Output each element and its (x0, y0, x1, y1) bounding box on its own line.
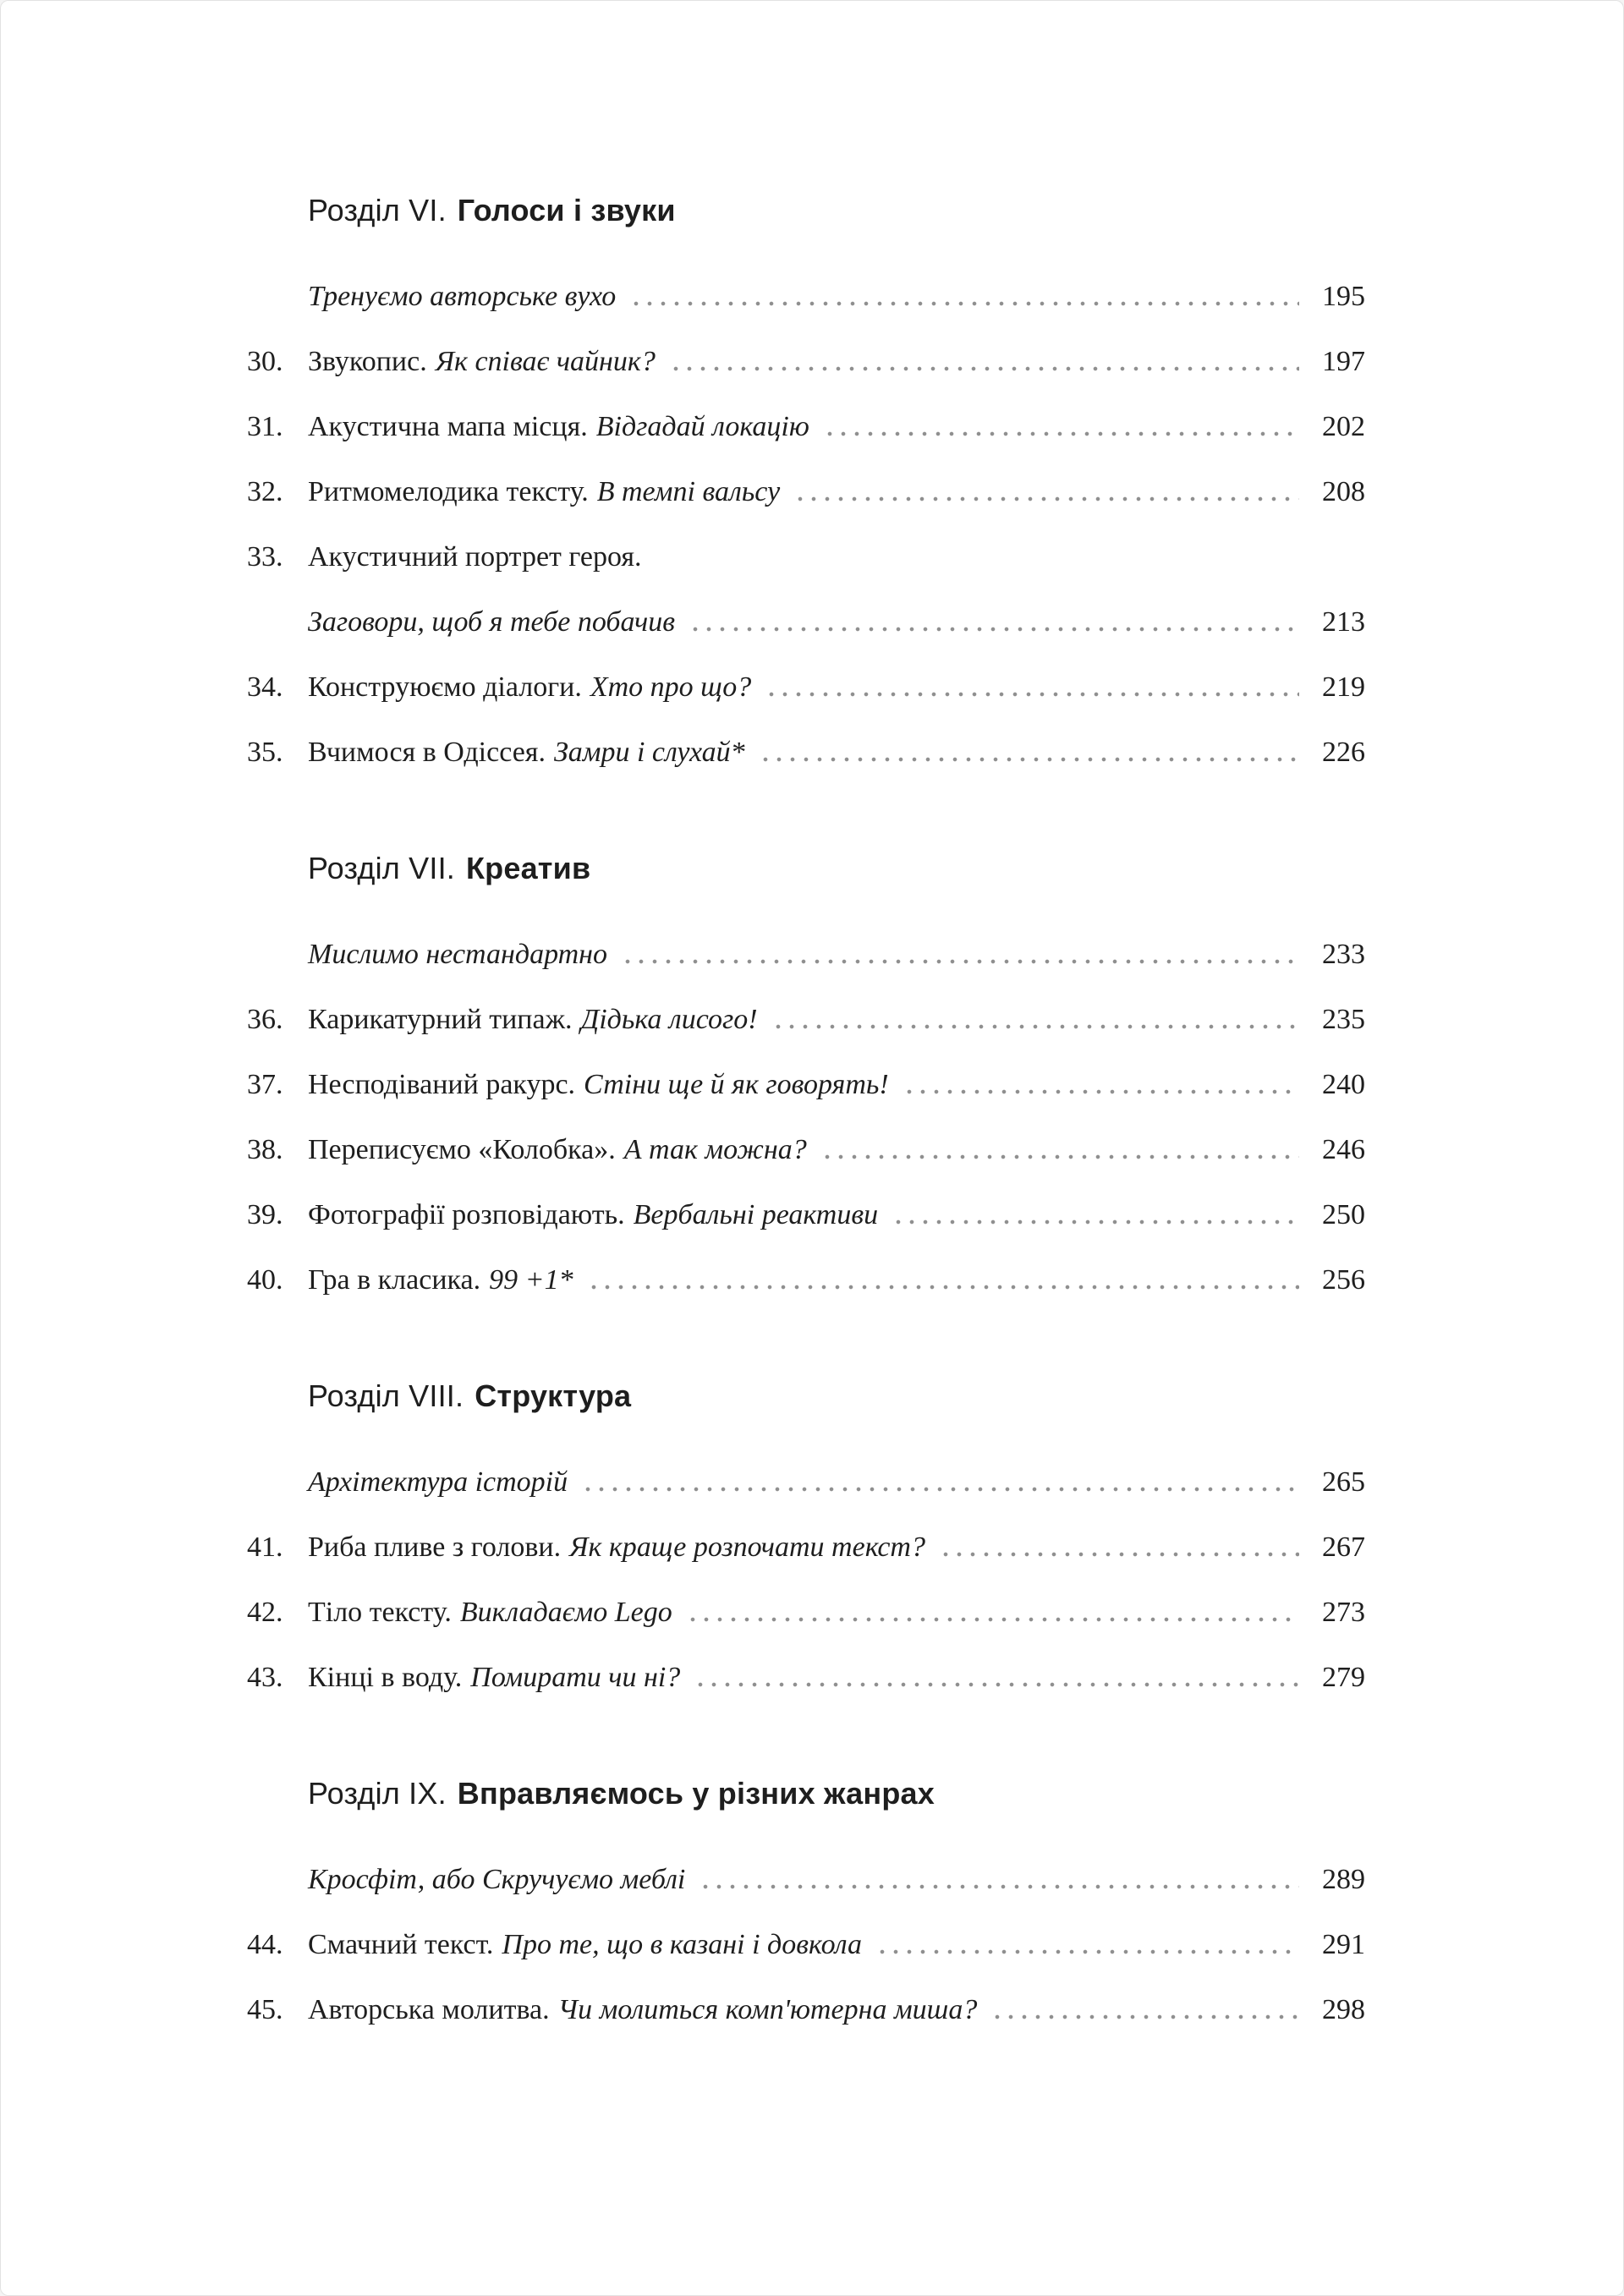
toc-entry-row (247, 524, 1365, 589)
dot-leader (621, 922, 1299, 987)
section-heading (308, 1761, 1365, 1826)
intro-text: Архітектура історій (308, 1466, 568, 1498)
toc-section (247, 1363, 1365, 1710)
dot-leader (903, 1052, 1299, 1117)
entry-subtitle: Чи молиться комп'ютерна миша? (557, 1993, 978, 2025)
entry-subtitle: Як співає чайник? (435, 345, 656, 377)
entry-number: 39. (247, 1198, 283, 1230)
entry-number: 34. (247, 671, 283, 703)
dot-leader (939, 1515, 1299, 1580)
toc-entry-row (247, 1580, 1365, 1645)
dot-leader (820, 1117, 1299, 1182)
page-number: 256 (1322, 1263, 1365, 1296)
dot-leader (686, 1580, 1299, 1645)
toc-entry-row (247, 1247, 1365, 1312)
toc-entry-row (247, 1182, 1365, 1247)
section-intro-row (247, 1449, 1365, 1515)
dot-leader (771, 987, 1299, 1052)
entry-number: 30. (247, 345, 283, 377)
entry-subtitle: Відгадай локацію (595, 410, 809, 442)
section-intro-row (247, 264, 1365, 329)
toc-entry-row (247, 1515, 1365, 1580)
entry-title: Тіло тексту. (308, 1596, 452, 1628)
page-number: 197 (1322, 345, 1365, 377)
toc-entry-row (247, 1117, 1365, 1182)
chapter-title: Структура (475, 1378, 632, 1413)
entry-number: 33. (247, 540, 283, 573)
entry-number: 43. (247, 1661, 283, 1693)
entry-number: 44. (247, 1928, 283, 1960)
page-number: 208 (1322, 475, 1365, 507)
page-number: 219 (1322, 671, 1365, 703)
entry-subtitle: Вербальні реактиви (633, 1198, 879, 1230)
entry-number: 32. (247, 475, 283, 507)
chapter-label: Розділ VIII. (308, 1378, 464, 1413)
toc-entry-row (247, 1912, 1365, 1977)
toc-entry-row (247, 459, 1365, 524)
entry-title: Гра в класика. (308, 1263, 481, 1296)
entry-title: Звукопис. (308, 345, 427, 377)
toc-entry-continuation-row (247, 589, 1365, 655)
entry-number: 36. (247, 1003, 283, 1035)
entry-subtitle: А так можна? (623, 1133, 807, 1165)
dot-leader (581, 1449, 1299, 1515)
page-number: 265 (1322, 1466, 1365, 1498)
dot-leader (629, 264, 1299, 329)
page-number: 246 (1322, 1133, 1365, 1165)
toc-entry-row (247, 720, 1365, 785)
entry-title: Ритмомелодика тексту. (308, 475, 589, 507)
toc-section (247, 836, 1365, 1312)
chapter-label: Розділ IX. (308, 1775, 447, 1811)
entry-title: Переписуємо «Колобка». (308, 1133, 616, 1165)
entry-number: 45. (247, 1993, 283, 2025)
dot-leader (875, 1912, 1299, 1977)
dot-leader (765, 655, 1299, 720)
entry-number: 38. (247, 1133, 283, 1165)
page-number: 235 (1322, 1003, 1365, 1035)
entry-number: 40. (247, 1263, 283, 1296)
toc-entry-row (247, 1645, 1365, 1710)
entry-subtitle: Заговори, щоб я тебе побачив (308, 606, 676, 638)
toc-section (247, 1761, 1365, 2042)
page-number: 213 (1322, 606, 1365, 638)
toc-entry-row (247, 987, 1365, 1052)
toc-entry-row (247, 1052, 1365, 1117)
page-number: 273 (1322, 1596, 1365, 1628)
chapter-title: Креатив (466, 850, 591, 885)
entry-subtitle: 99 +1* (489, 1263, 573, 1296)
section-heading (308, 178, 1365, 243)
chapter-label: Розділ VII. (308, 850, 455, 885)
page-number: 233 (1322, 938, 1365, 970)
page-number: 226 (1322, 736, 1365, 768)
entry-title: Несподіваний ракурс. (308, 1068, 576, 1100)
entry-subtitle: Про те, що в казані і довкола (502, 1928, 862, 1960)
entry-subtitle: Дідька лисого! (580, 1003, 758, 1035)
chapter-title: Вправляємось у різних жанрах (457, 1775, 935, 1811)
page-number: 195 (1322, 280, 1365, 312)
dot-leader (669, 329, 1299, 394)
entry-title: Акустична мапа місця. (308, 410, 588, 442)
section-intro-row (247, 1847, 1365, 1912)
dot-leader (587, 1247, 1299, 1312)
dot-leader (694, 1645, 1299, 1710)
page-number: 291 (1322, 1928, 1365, 1960)
entry-title: Вчимося в Одіссея. (308, 736, 546, 768)
dot-leader (823, 394, 1299, 459)
page-number: 250 (1322, 1198, 1365, 1230)
entry-subtitle: В темпі вальсу (596, 475, 781, 507)
entry-title: Авторська молитва. (308, 1993, 550, 2025)
entry-number: 42. (247, 1596, 283, 1628)
toc-entry-row (247, 1977, 1365, 2042)
entry-subtitle: Викладаємо Lego (459, 1596, 672, 1628)
entry-number: 35. (247, 736, 283, 768)
entry-title: Кінці в воду. (308, 1661, 463, 1693)
dot-leader (990, 1977, 1299, 2042)
toc-entry-row (247, 329, 1365, 394)
entry-title: Карикатурний типаж. (308, 1003, 573, 1035)
intro-text: Мислимо нестандартно (308, 938, 608, 970)
chapter-label: Розділ VI. (308, 192, 447, 227)
page-number: 298 (1322, 1993, 1365, 2025)
chapter-title: Голоси і звуки (457, 192, 676, 227)
entry-title: Риба пливе з голови. (308, 1531, 562, 1563)
entry-title: Акустичний портрет героя. (308, 540, 642, 573)
entry-subtitle: Хто про що? (590, 671, 752, 703)
section-heading (308, 1363, 1365, 1428)
entry-title: Конструюємо діалоги. (308, 671, 582, 703)
dot-leader (699, 1847, 1299, 1912)
dot-leader (892, 1182, 1299, 1247)
intro-text: Кросфіт, або Скручуємо меблі (308, 1863, 686, 1895)
page-number: 279 (1322, 1661, 1365, 1693)
entry-number: 37. (247, 1068, 283, 1100)
dot-leader (689, 589, 1299, 655)
entry-subtitle: Стіни ще й як говорять! (584, 1068, 889, 1100)
page-number: 240 (1322, 1068, 1365, 1100)
entry-number: 31. (247, 410, 283, 442)
entry-subtitle: Замри і слухай* (553, 736, 745, 768)
page-number: 267 (1322, 1531, 1365, 1563)
entry-subtitle: Помирати чи ні? (470, 1661, 681, 1693)
intro-text: Тренуємо авторське вухо (308, 280, 617, 312)
section-intro-row (247, 922, 1365, 987)
page-number: 289 (1322, 1863, 1365, 1895)
entry-subtitle: Як краще розпочати текст? (569, 1531, 925, 1563)
dot-leader (793, 459, 1299, 524)
table-of-contents (247, 178, 1365, 2042)
entry-title: Смачний текст. (308, 1928, 494, 1960)
toc-section (247, 178, 1365, 785)
entry-number: 41. (247, 1531, 283, 1563)
dot-leader (759, 720, 1299, 785)
toc-entry-row (247, 394, 1365, 459)
toc-entry-row (247, 655, 1365, 720)
page-number: 202 (1322, 410, 1365, 442)
section-heading (308, 836, 1365, 901)
entry-title: Фотографії розповідають. (308, 1198, 625, 1230)
